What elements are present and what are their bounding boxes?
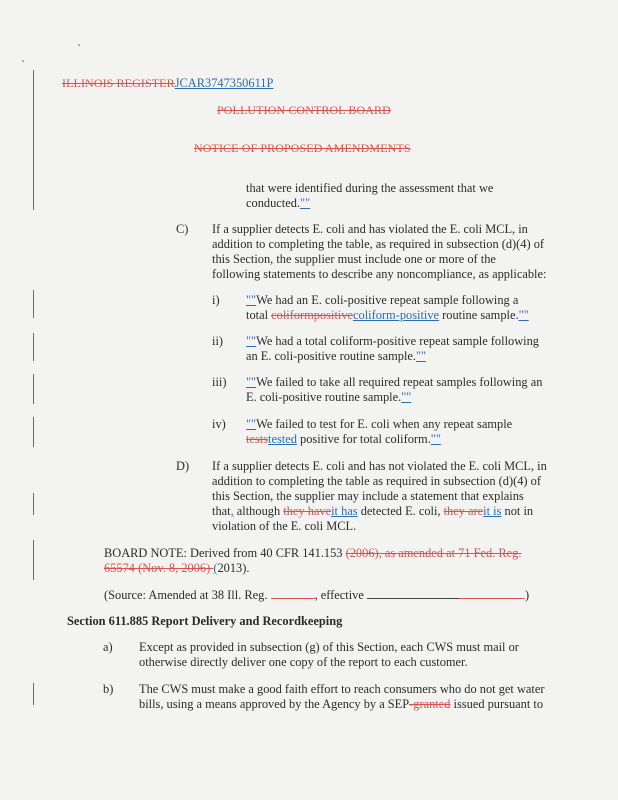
sub-iii-label: iii) [212, 375, 227, 389]
sub-iv-line-2: teststested positive for total coliform."" [246, 432, 441, 446]
board-header: POLLUTION CONTROL BOARD [217, 103, 391, 117]
change-bar [33, 70, 34, 210]
item-c-label: C) [176, 222, 189, 236]
item-b-line: bills, using a means approved by the Agency by a SEP-granted issued pursuant to [139, 697, 544, 711]
item-a-line: Except as provided in subsection (g) of this Section, each CWS must mail or [139, 640, 519, 654]
sub-ii-line-2: an E. coli-positive routine sample."" [246, 349, 427, 363]
board-note-line-2: 65574 (Nov. 8, 2006) (2013). [104, 561, 250, 575]
item-c-line: following statements to describe any noncompliance, as applicable: [212, 267, 547, 281]
change-bar [33, 290, 34, 318]
item-d-label: D) [176, 459, 190, 473]
intro-line-1: that were identified during the assessment that we [246, 181, 494, 195]
scan-speck [22, 60, 24, 62]
register-struck: ILLINOIS REGISTER [62, 76, 175, 90]
sub-i-line-2: total coliformpositivecoliform-positive routine sample."" [246, 308, 529, 322]
register-code: JCAR3747350611P [174, 76, 274, 90]
sub-ii-line-1: ""We had a total coliform-positive repeat sample following [246, 334, 539, 348]
item-b-label: b) [103, 682, 114, 696]
sub-i-line-1: ""We had an E. coli-positive repeat sample following a [246, 293, 519, 307]
register-header [62, 76, 273, 91]
change-bar [33, 540, 34, 580]
change-bar [33, 683, 34, 705]
effective-blank-inserted [459, 587, 525, 599]
item-d-line: addition to completing the table as required in subsection (d)(4) of [212, 474, 541, 488]
change-bar [33, 333, 34, 361]
sub-i-label: i) [212, 293, 220, 307]
item-d-line: violation of the E. coli MCL. [212, 519, 357, 533]
intro-line-2: conducted."" [246, 196, 311, 210]
change-bar [33, 493, 34, 515]
section-heading: Section 611.885 Report Delivery and Recordkeeping [67, 614, 343, 628]
sub-iv-line-1: ""We failed to test for E. coli when any repeat sample [246, 417, 513, 431]
item-d-line: If a supplier detects E. coli and has not violated the E. coli MCL, in [212, 459, 547, 473]
effective-blank [367, 587, 459, 599]
sub-ii-label: ii) [212, 334, 224, 348]
item-c-line: this Section, the supplier must include one or more of the [212, 252, 496, 266]
item-a-label: a) [103, 640, 113, 654]
board-note-line-1: BOARD NOTE: Derived from 40 CFR 141.153 (2006), as amended at 71 Fed. Reg. [104, 546, 522, 560]
change-bar [33, 374, 34, 404]
item-c-line: addition to completing the table, as required in subsection (d)(4) of [212, 237, 545, 251]
item-d-line: that, although they haveit has detected E. coli, they areit is not in [212, 504, 534, 518]
register-blank [271, 587, 315, 599]
scan-speck [78, 44, 80, 46]
item-b-line: The CWS must make a good faith effort to reach consumers who do not get water [139, 682, 545, 696]
item-c-line: If a supplier detects E. coli and has violated the E. coli MCL, in [212, 222, 528, 236]
item-d-line: this Section, the supplier may include a statement that explains [212, 489, 524, 503]
source-line: (Source: Amended at 38 Ill. Reg. , effective ) [104, 588, 530, 602]
sub-iv-label: iv) [212, 417, 226, 431]
item-a-line: otherwise directly deliver one copy of the report to each customer. [139, 655, 468, 669]
change-bar [33, 417, 34, 447]
sub-iii-line-2: E. coli-positive routine sample."" [246, 390, 412, 404]
notice-header: NOTICE OF PROPOSED AMENDMENTS [194, 141, 411, 155]
sub-iii-line-1: ""We failed to take all required repeat samples following an [246, 375, 543, 389]
